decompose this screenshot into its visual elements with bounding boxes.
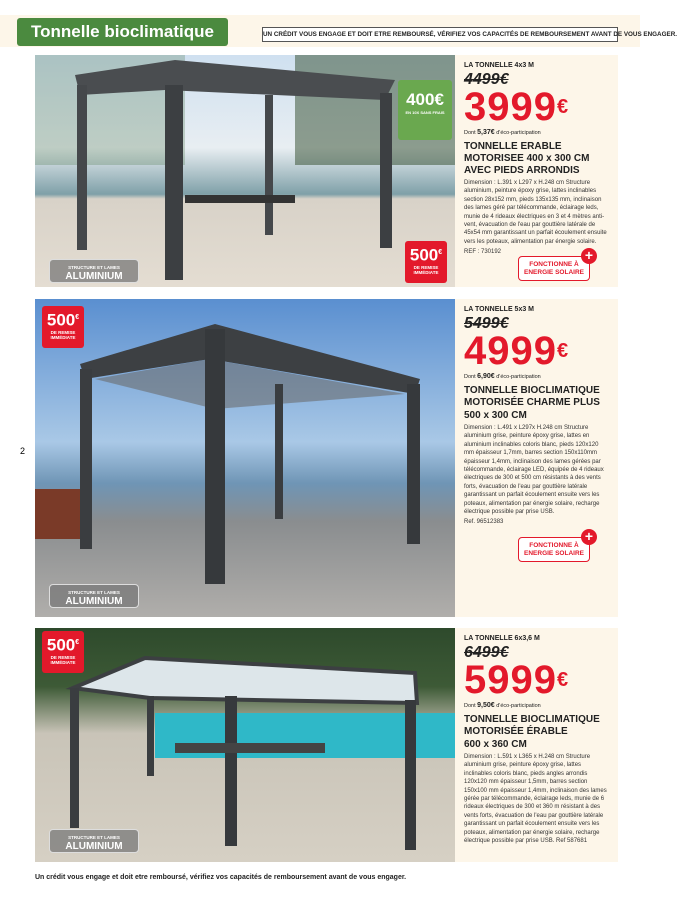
product-panel-3 (455, 628, 618, 862)
product-image-3 (35, 628, 455, 862)
eco-participation: Dont 6,90€ d'éco-participation (464, 373, 541, 380)
old-price: 5499€ (464, 315, 509, 332)
solar-badge: FONCTIONNE À ENERGIE SOLAIRE + (518, 256, 590, 281)
product-panel-1 (455, 55, 618, 287)
product-title: TONNELLE BIOCLIMATIQUE MOTORISÉE CHARME PLUS (464, 385, 600, 408)
product-ref: Ref. 96512383 (464, 519, 504, 526)
product-tag: LA TONNELLE 6x3,6 M (464, 635, 540, 642)
credit-badge: 400€ EN 10X SANS FRAIS (398, 80, 452, 140)
product-title: TONNELLE ERABLE MOTORISEE 400 x 300 CM AVEC PIEDS ARRONDIS (464, 141, 590, 176)
product-description: Dimension : L.491 x L297x H.248 cm Structure aluminium grise, peinture époxy grise, lattes en aluminium inclinables coloris blanc, pieds 120x120 mm épaisseur 1,7mm, barres section 150x110mm épaisseur 1,4mm, inclinaison des lames gérées par télécommande, éclairage LED, équipée de 4 rideaux électriques de 300 et 500 cm résistants à des vents forts, évacuation de l'eau par gouttière latérale garantissant un parfait écoulement ensuite vers les poteaux, alimentation par énergie solaire, recharge électrique possible par prise USB. (464, 425, 604, 516)
aluminium-badge: STRUCTURE ET LAMES ALUMINIUM (49, 829, 139, 853)
plus-icon: + (581, 529, 597, 545)
credit-disclaimer: UN CRÉDIT VOUS ENGAGE ET DOIT ETRE REMBOURSÉ, VÉRIFIEZ VOS CAPACITÉS DE REMBOURSEMENT AVANT DE VOUS ENGAGER. (262, 27, 618, 42)
price: 3999€ (464, 85, 570, 129)
remise-badge: 500€ DE REMISE IMMÉDIATE (42, 631, 84, 673)
product-size: 500 x 300 CM (464, 410, 527, 421)
product-description: Dimension : L.591 x L365 x H.248 cm Structure aluminium grise, peinture époxy grise, lattes inclinables coloris blanc, pieds angles arrondis 120x120 mm épaisseur 1,5mm, barres section 150x100 mm épaisseur 1,4mm, inclinaison des lames gérée par télécommande, éclairage leds, munie de 6 rideaux électriques de 300 et 360 m résistant à des vents forts, évacuation de l'eau par gouttière latérale garantissant un parfait écoulement ensuite vers les poteaux, alimentation par énergie solaire, recharge électrique possible par prise USB. Ref 587681 (464, 754, 607, 845)
remise-badge: 500€ DE REMISE IMMÉDIATE (42, 306, 84, 348)
pergola-illustration (35, 299, 455, 617)
product-image-2 (35, 299, 455, 617)
product-ref: REF : 730192 (464, 249, 502, 256)
plus-icon: + (581, 248, 597, 264)
old-price: 4499€ (464, 71, 509, 88)
pergola-illustration (35, 628, 455, 862)
remise-badge: 500€ DE REMISE IMMÉDIATE (405, 241, 447, 283)
page-title: Tonnelle bioclimatique (17, 18, 228, 46)
old-price: 6499€ (464, 644, 509, 661)
eco-participation: Dont 9,50€ d'éco-participation (464, 702, 541, 709)
eco-participation: Dont 5,37€ d'éco-participation (464, 129, 541, 136)
product-tag: LA TONNELLE 4x3 M (464, 62, 535, 69)
product-tag: LA TONNELLE 5x3 M (464, 306, 535, 313)
aluminium-badge: STRUCTURE ET LAMES ALUMINIUM (49, 584, 139, 608)
price: 4999€ (464, 329, 570, 373)
aluminium-badge: STRUCTURE ET LAMES ALUMINIUM (49, 259, 139, 283)
price: 5999€ (464, 658, 570, 702)
product-title: TONNELLE BIOCLIMATIQUE MOTORISÉE ÉRABLE (464, 714, 600, 737)
product-size: 600 x 360 CM (464, 739, 527, 750)
product-panel-2 (455, 299, 618, 617)
pergola-illustration (35, 55, 455, 287)
product-description: Dimension : L.391 x L297 x H.248 cm Structure aluminium, peinture époxy grise, lattes inclinables section 28x152 mm, pieds 135x135 mm, inclinaison des lames géré par télécommande, éclairage leds, munie de 4 rideaux électriques en 3 et 4 mètres anti-vent, évacuation de l'eau par gouttière latérale de 45x54 mm garantissant un parfait écoulement ensuite vers les poteaux, alimentation par énergie solaire. (464, 180, 607, 245)
footer-disclaimer: Un crédit vous engage et doit etre remboursé, vérifiez vos capacités de remboursement avant de vous engager. (35, 874, 407, 881)
product-image-1 (35, 55, 455, 287)
solar-badge: FONCTIONNE À ENERGIE SOLAIRE + (518, 537, 590, 562)
page-number: 2 (20, 446, 26, 456)
